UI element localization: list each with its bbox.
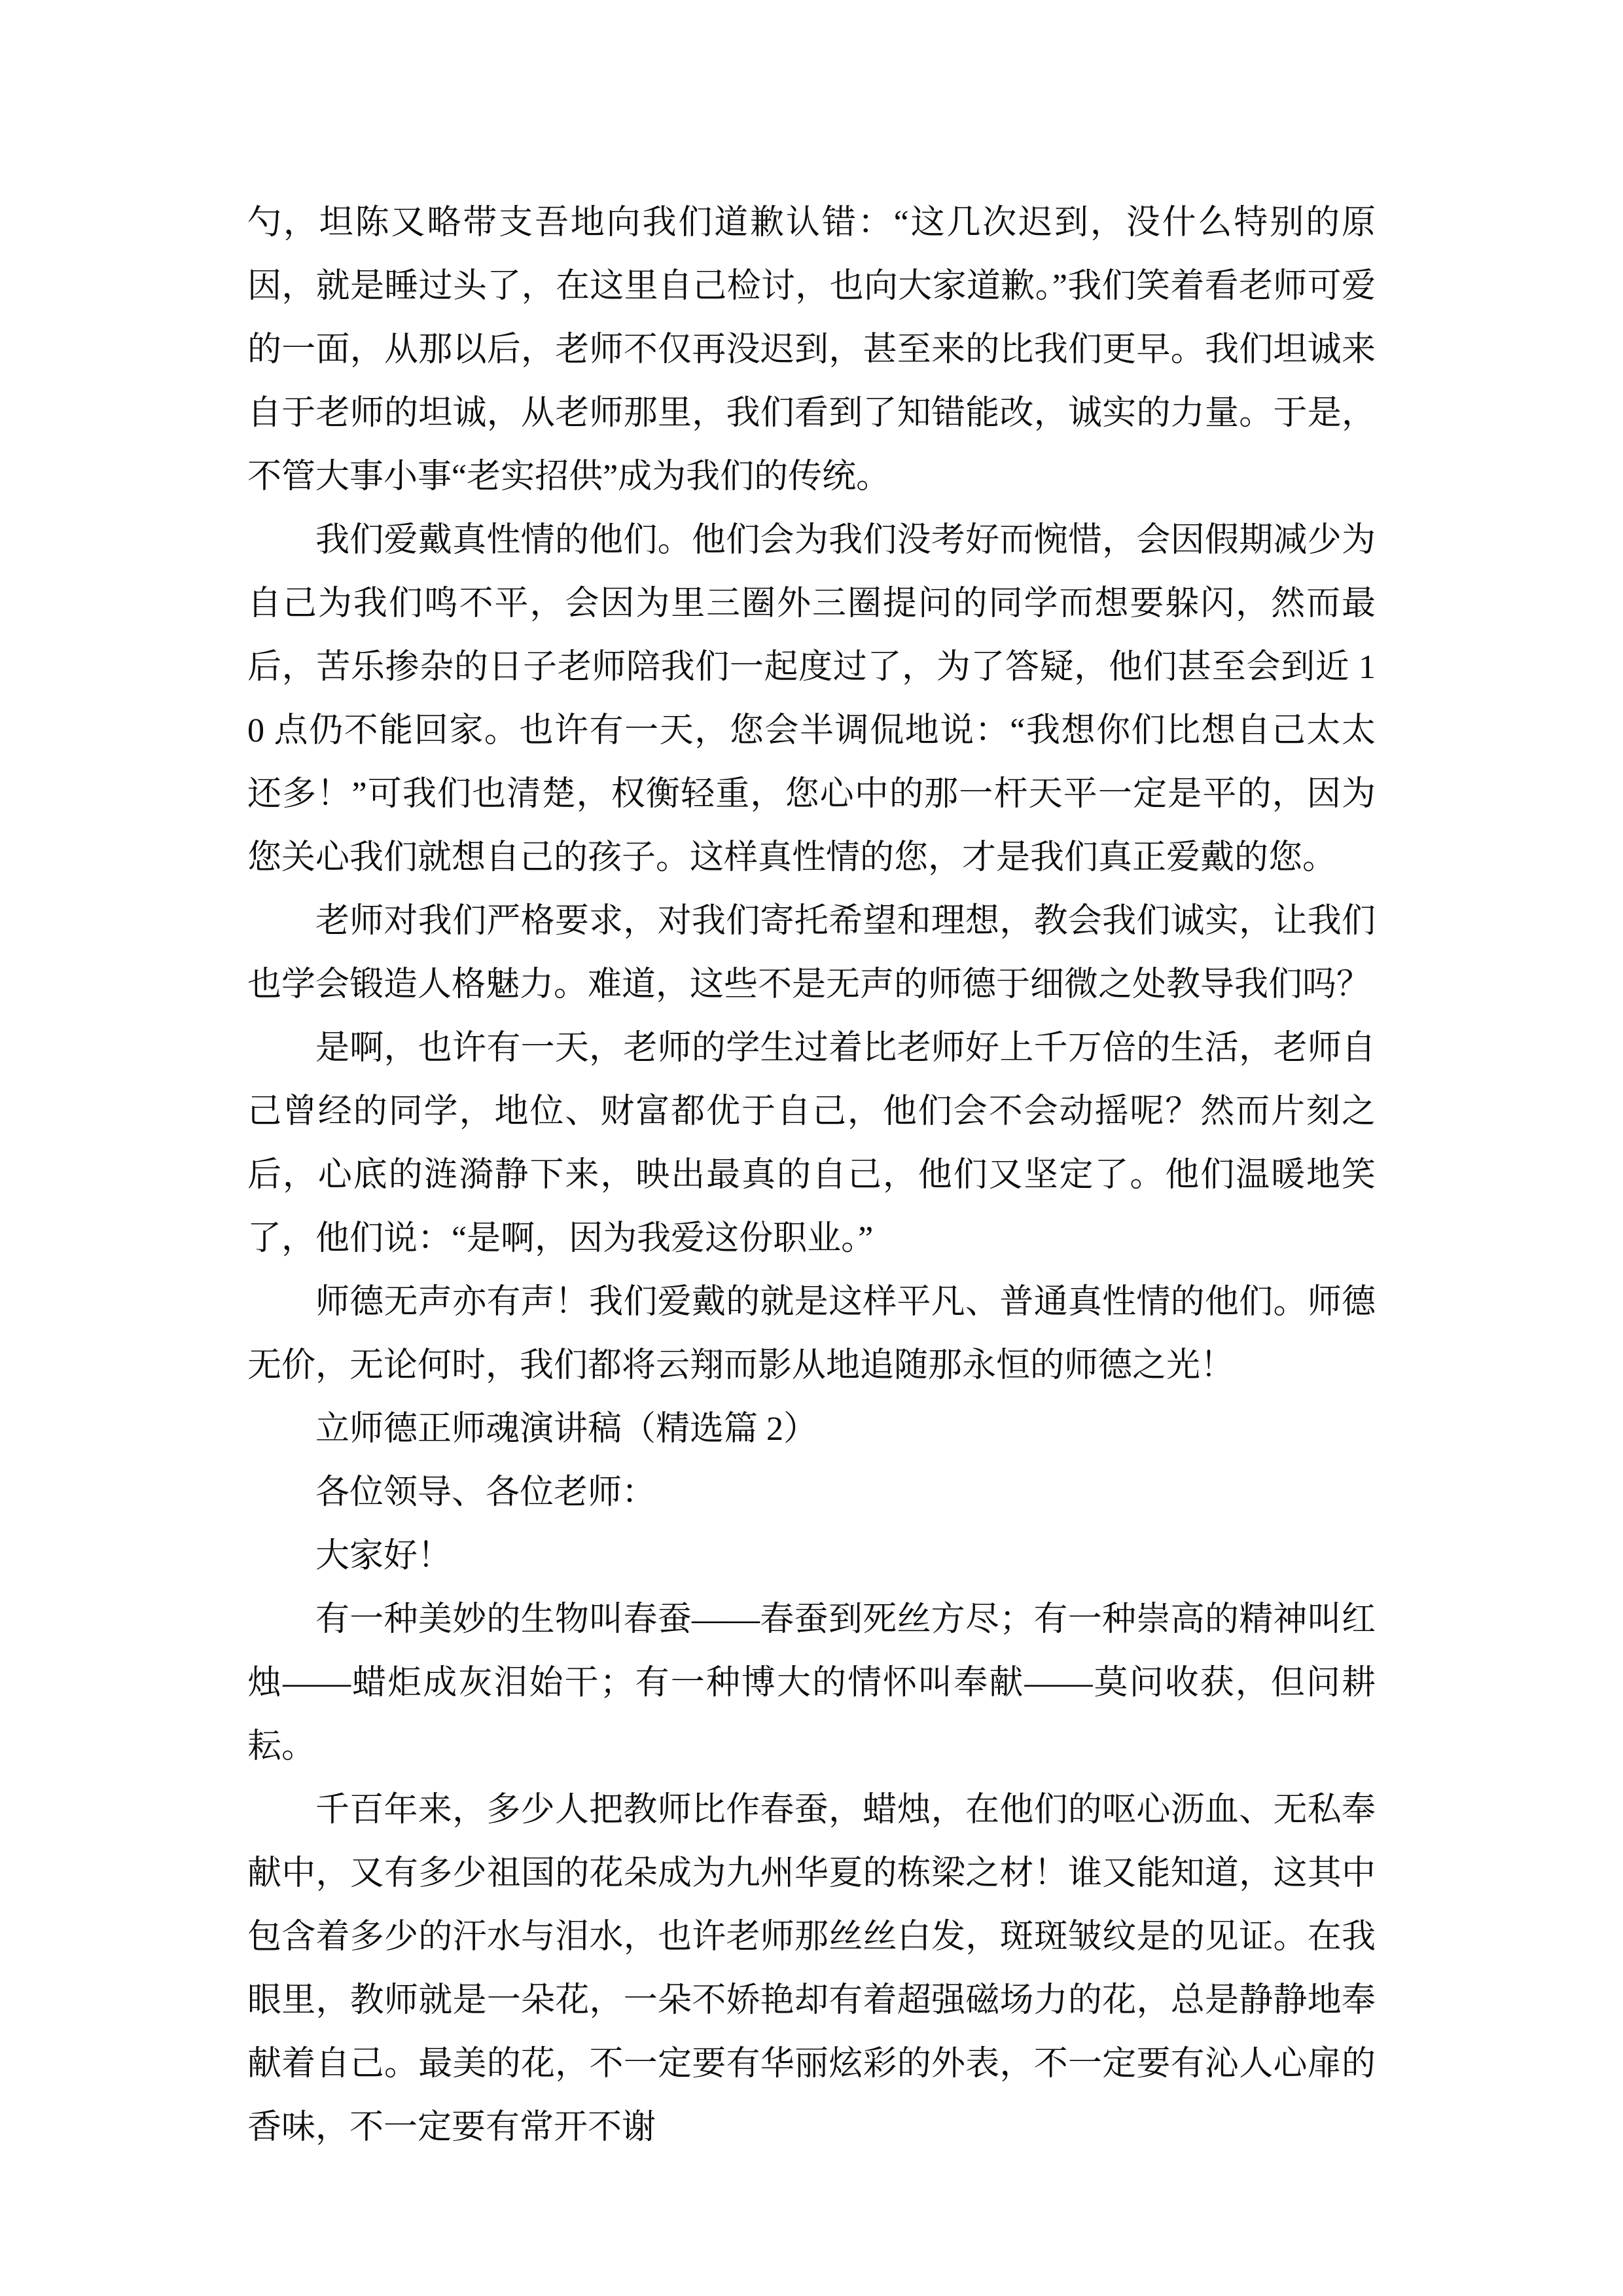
paragraph-continuation: 勺，坦陈又略带支吾地向我们道歉认错：“这几次迟到，没什么特别的原因，就是睡过头了，在这里自己检讨，也向大家道歉。”我们笑着看老师可爱的一面，从那以后，老师不仅再没迟到，甚至来的比我们更早。我们坦诚来自于老师的坦诚，从老师那里，我们看到了知错能改，诚实的力量。于是，不管大事小事“老实招供”成为我们的传统。 — [247, 204, 1376, 495]
paragraph: 师德无声亦有声！我们爱戴的就是这样平凡、普通真性情的他们。师德无价，无论何时，我们都将云翔而影从地追随那永恒的师德之光！ — [247, 1283, 1376, 1384]
paragraph: 老师对我们严格要求，对我们寄托希望和理想，教会我们诚实，让我们也学会锻造人格魅力。难道，这些不是无声的师德于细微之处教导我们吗？ — [247, 903, 1376, 1003]
paragraph: 有一种美妙的生物叫春蚕——春蚕到死丝方尽；有一种崇高的精神叫红烛——蜡炬成灰泪始干；有一种博大的情怀叫奉献——莫问收获，但问耕耘。 — [247, 1601, 1376, 1765]
paragraph-cut-off: 千百年来，多少人把教师比作春蚕，蜡烛，在他们的呕心沥血、无私奉献中，又有多少祖国的花朵成为九州华夏的栋梁之材！谁又能知道，这其中包含着多少的汗水与泪水，也许老师那丝丝白发，斑斑皱纹是的见证。在我眼里，教师就是一朵花，一朵不娇艳却有着超强磁场力的花，总是静静地奉献着自己。最美的花，不一定要有华丽炫彩的外表，不一定要有沁人心扉的香味，不一定要有常开不谢 — [247, 1791, 1376, 2146]
document-body — [247, 191, 1376, 2159]
section-heading: 立师德正师魂演讲稿（精选篇 2） — [315, 1410, 818, 1448]
paragraph: 是啊，也许有一天，老师的学生过着比老师好上千万倍的生活，老师自己曾经的同学，地位、财富都优于自己，他们会不会动摇呢？然而片刻之后，心底的涟漪静下来，映出最真的自己，他们又坚定了。他们温暖地笑了，他们说：“是啊，因为我爱这份职业。” — [247, 1030, 1376, 1257]
paragraph: 我们爱戴真性情的他们。他们会为我们没考好而惋惜，会因假期减少为自己为我们鸣不平，会因为里三圈外三圈提问的同学而想要躲闪，然而最后，苦乐掺杂的日子老师陪我们一起度过了，为了答疑，他们甚至会到近 10 点仍不能回家。也许有一天，您会半调侃地说：“我想你们比想自己太太还多！”可我们也清楚，权衡轻重，您心中的那一杆天平一定是平的，因为您关心我们就想自己的孩子。这样真性情的您，才是我们真正爱戴的您。 — [247, 522, 1376, 876]
greeting: 大家好！ — [315, 1537, 452, 1575]
salutation: 各位领导、各位老师： — [315, 1474, 656, 1511]
